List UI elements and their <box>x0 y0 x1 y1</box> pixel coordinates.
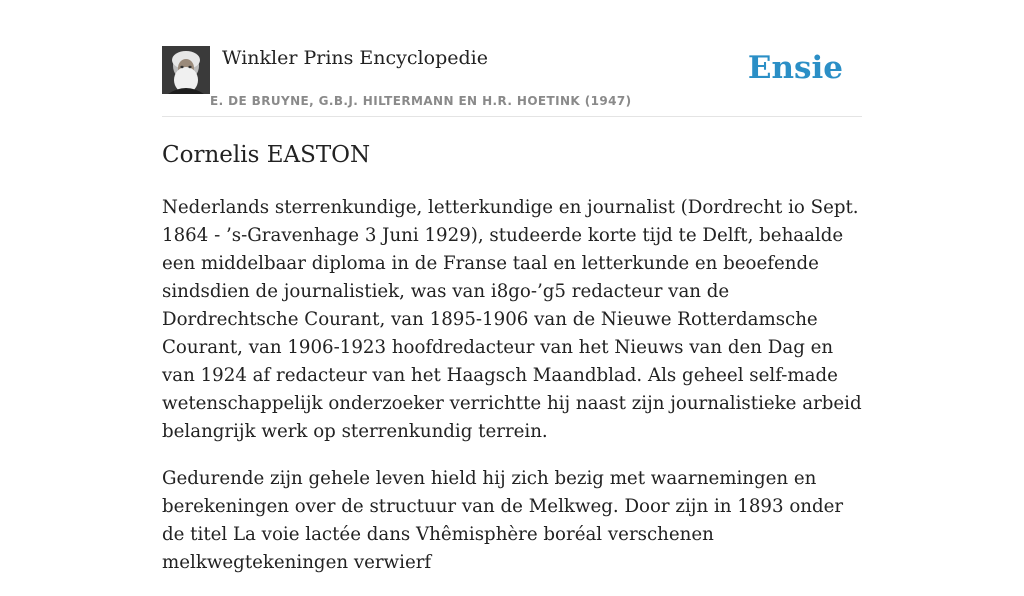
article-paragraph: Nederlands sterrenkundige, letterkundige en journalist (Dordrecht io Sept. 1864 - ’s-Gravenhage 3 Juni 1929), studeerde korte tijd te Delft, behaalde een middelbaar diploma in de Franse taal en letterkunde en beoefende sindsdien de journalistiek, was van i8go-’g5 redacteur van de Dordrechtsche Courant, van 1895-1906 van de Nieuwe Rotterdamsche Courant, van 1906-1923 hoofdredacteur van het Nieuws van den Dag en van 1924 af redacteur van het Haagsch Maandblad. Als geheel self-made wetenschappelijk onderzoeker verrichtte hij naast zijn journalistieke arbeid belangrijk werk op sterrenkundig terrein. <box>162 197 862 442</box>
article-title: Cornelis EASTON <box>162 142 371 168</box>
ensie-logo-link[interactable]: Ensie <box>747 50 843 86</box>
site-header <box>162 46 862 117</box>
article-body <box>162 140 862 596</box>
bearded-man-portrait-icon <box>162 46 210 94</box>
author-avatar <box>162 46 210 94</box>
source-byline: E. DE BRUYNE, G.B.J. HILTERMANN EN H.R. HOETINK (1947) <box>210 94 632 108</box>
site-title-link[interactable]: Winkler Prins Encyclopedie <box>222 47 488 69</box>
article-paragraph: Gedurende zijn gehele leven hield hij zich bezig met waarnemingen en berekeningen over de structuur van de Melkweg. Door zijn in 1893 onder de titel La voie lactée dans Vhêmisphère boréal verschenen melkwegtekeningen verwierf <box>162 468 844 573</box>
